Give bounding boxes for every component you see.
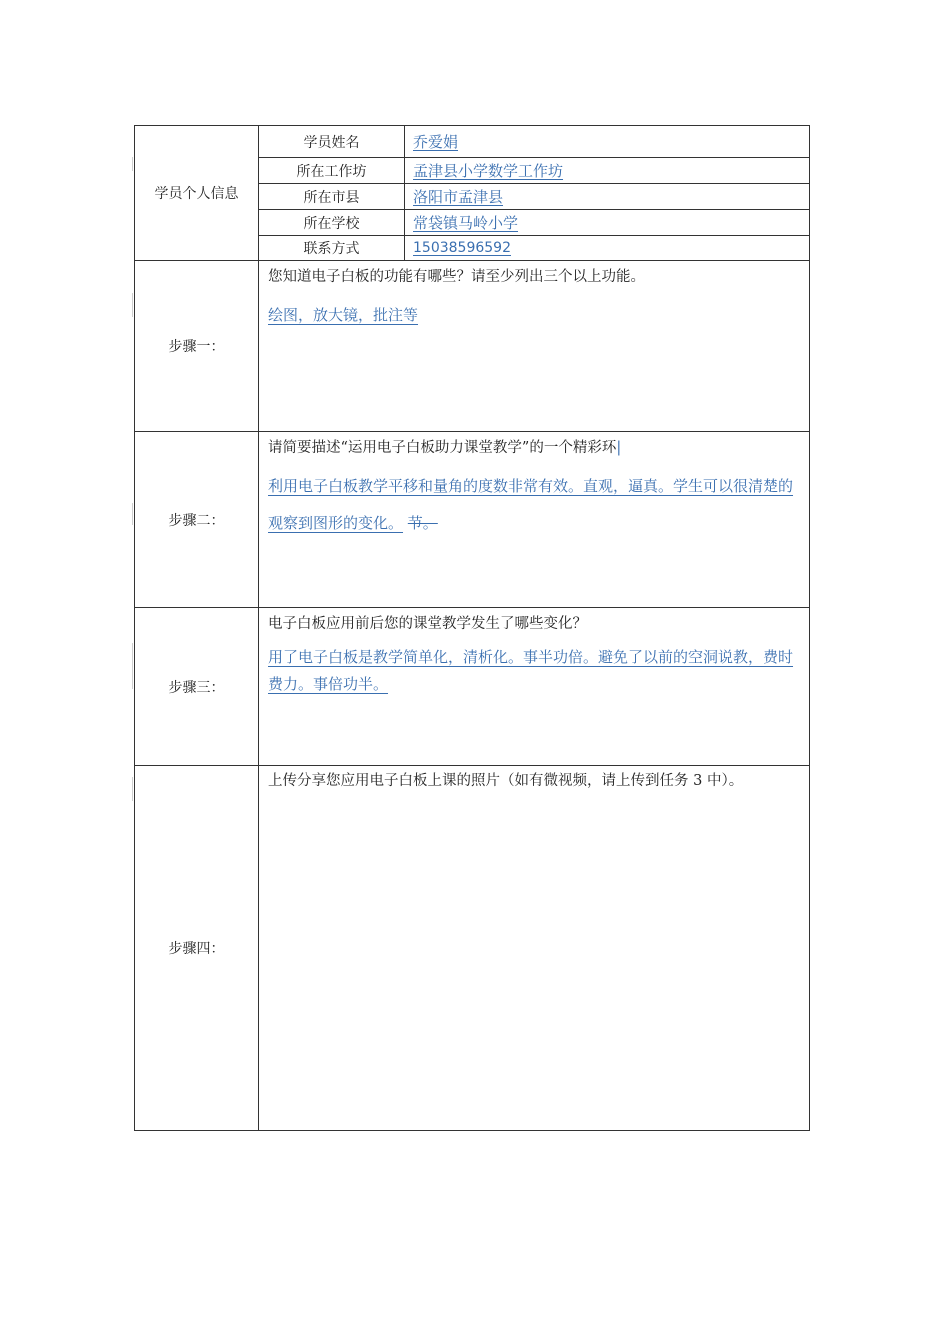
- step3-question: 电子白板应用前后您的课堂教学发生了哪些变化？: [268, 616, 587, 632]
- step2-question: [268, 436, 621, 457]
- name-value-cell[interactable]: [404, 125, 810, 158]
- step4-content-cell[interactable]: [258, 765, 810, 1131]
- step2-content-cell[interactable]: [258, 431, 810, 608]
- step4-question: 上传分享您应用电子白板上课的照片（如有微视频，请上传到任务 3 中）。: [268, 773, 744, 789]
- step2-question-text: 请简要描述“运用电子白板助力课堂教学”的一个精彩环: [268, 440, 617, 456]
- step1-question: 您知道电子白板的功能有哪些？请至少列出三个以上功能。: [268, 269, 645, 285]
- step3-label: 步骤三：: [168, 679, 225, 696]
- county-value[interactable]: 洛阳市孟津县: [413, 188, 504, 206]
- step3-content-cell[interactable]: [258, 607, 810, 766]
- step2-answer[interactable]: [268, 468, 801, 542]
- school-label-cell: [258, 209, 405, 236]
- county-label-cell: [258, 183, 405, 210]
- school-label: 所在学校: [303, 215, 360, 232]
- name-label: 学员姓名: [303, 134, 360, 151]
- contact-label-cell: [258, 235, 405, 261]
- step1-answer-text: 绘图，放大镜，批注等: [268, 306, 419, 324]
- workshop-value[interactable]: 孟津县小学数学工作坊: [413, 162, 564, 180]
- step4-label-cell: [134, 765, 259, 1131]
- step3-answer[interactable]: [268, 644, 801, 698]
- step2-answer-text: 利用电子白板教学平移和量角的度数非常有效。直观，逼真。学生可以很清楚的观察到图形的变化。: [268, 477, 794, 532]
- workshop-label-cell: [258, 157, 405, 184]
- school-value[interactable]: 常袋镇马岭小学: [413, 214, 519, 232]
- step4-label: 步骤四：: [168, 941, 225, 957]
- margin-mark: [132, 157, 133, 171]
- step1-label: 步骤一：: [168, 339, 225, 355]
- step1-answer[interactable]: [268, 297, 801, 334]
- info-section-label: [134, 125, 259, 261]
- name-value[interactable]: 乔爱娟: [413, 133, 459, 151]
- workshop-value-cell[interactable]: [404, 157, 810, 184]
- step3-answer-text: 用了电子白板是教学简单化，清析化。事半功倍。避免了以前的空洞说教，费时费力。事倍功半。: [268, 648, 794, 693]
- text-cursor-mark: |: [616, 440, 622, 456]
- step1-label-cell: [134, 260, 259, 432]
- step3-label-cell: [134, 607, 259, 766]
- info-section-label-text: 学员个人信息: [154, 186, 239, 202]
- step2-answer-deleted-text: 节。: [407, 514, 438, 532]
- margin-mark: [132, 503, 133, 525]
- contact-value-cell[interactable]: [404, 235, 810, 261]
- school-value-cell[interactable]: [404, 209, 810, 236]
- workshop-label: 所在工作坊: [296, 163, 367, 180]
- name-label-cell: [258, 125, 405, 158]
- contact-label: 联系方式: [303, 241, 360, 257]
- step1-content-cell[interactable]: [258, 260, 810, 432]
- contact-value[interactable]: 15038596592: [413, 240, 511, 256]
- margin-mark: [132, 777, 133, 801]
- step2-label-cell: [134, 431, 259, 608]
- margin-mark: [132, 293, 133, 317]
- county-value-cell[interactable]: [404, 183, 810, 210]
- county-label: 所在市县: [303, 189, 360, 206]
- assignment-table: [134, 125, 810, 1131]
- step2-label: 步骤二：: [168, 512, 225, 529]
- margin-mark: [132, 643, 133, 689]
